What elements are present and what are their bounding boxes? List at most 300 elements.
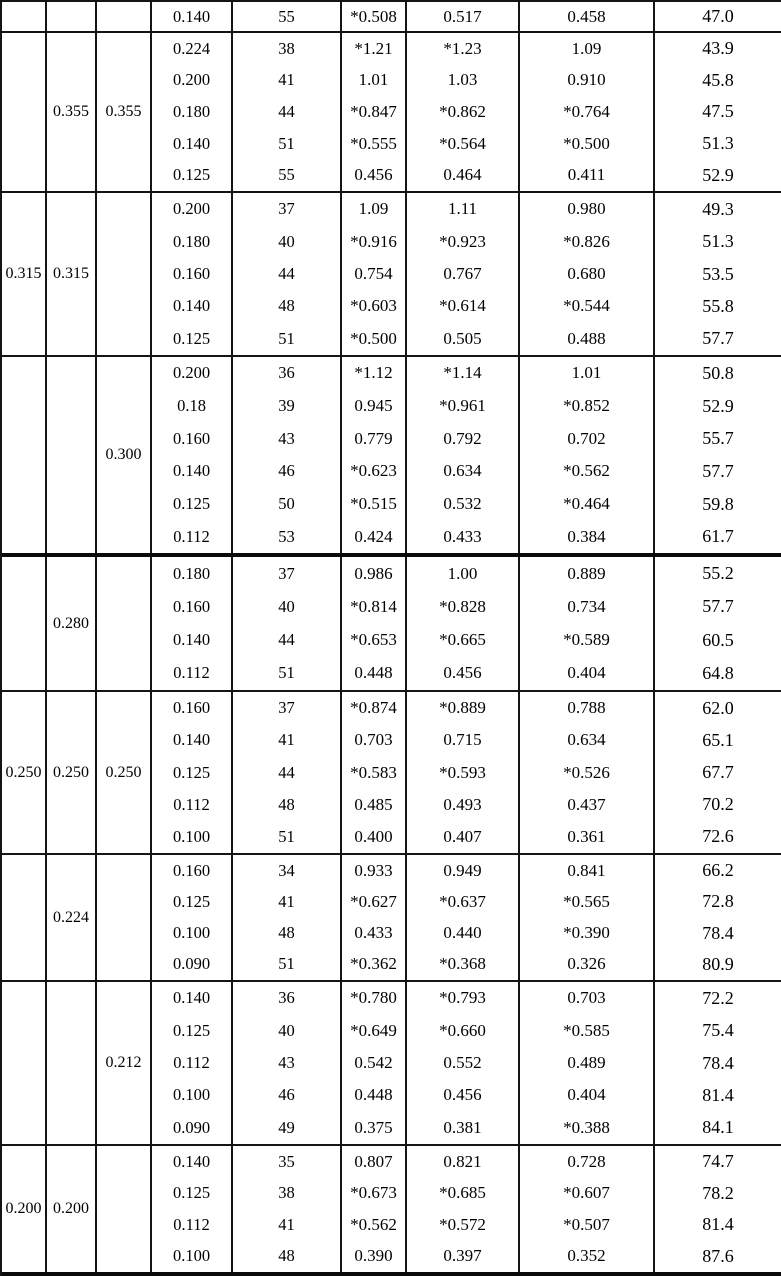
value-cell: 55: [233, 2, 342, 31]
value-cell: *0.847: [342, 96, 407, 128]
value-cell: 44: [233, 258, 342, 290]
value-cell: 0.489: [520, 1047, 655, 1079]
table-row: [152, 390, 781, 423]
value-cell: *0.660: [407, 1014, 520, 1046]
table-section: [2, 855, 781, 982]
value-cell: 46: [233, 1079, 342, 1111]
value-cell: 0.552: [407, 1047, 520, 1079]
value-cell: 0.505: [407, 323, 520, 355]
size-label-cell: [97, 33, 152, 191]
value-cell: 57.7: [702, 328, 734, 349]
value-cell: 37: [233, 692, 342, 724]
value-cell: *1.21: [342, 33, 407, 65]
value-cell: 48: [233, 290, 342, 322]
value-cell: 51: [233, 323, 342, 355]
value-cell: *0.500: [342, 323, 407, 355]
value-cell: 0.140: [152, 724, 233, 756]
table-row: [152, 357, 781, 390]
table-section: [2, 2, 781, 33]
value-cell: 47.0: [702, 6, 734, 26]
size-label-cell: [2, 557, 47, 690]
size-label-cell: [47, 357, 97, 553]
table-section: [2, 692, 781, 855]
value-cell: 61.7: [702, 526, 734, 547]
value-cell: 0.180: [152, 96, 233, 128]
value-cell: 46: [233, 455, 342, 488]
value-cell: 44: [233, 624, 342, 657]
table-row: [152, 886, 781, 917]
table-row: [152, 557, 781, 590]
value-cell: 55.8: [702, 295, 734, 316]
value-cell: 72.2: [702, 987, 734, 1008]
value-cell: 37: [233, 193, 342, 225]
table-row: [152, 1178, 781, 1210]
section-rows: [152, 557, 781, 690]
table-row: [152, 520, 781, 553]
value-cell: 50.8: [702, 362, 734, 383]
value-cell: 0.112: [152, 520, 233, 553]
value-cell: 0.361: [520, 821, 655, 853]
value-cell: *0.585: [520, 1014, 655, 1046]
value-cell: 0.779: [342, 422, 407, 455]
value-cell: 52.9: [702, 395, 734, 416]
value-cell: 0.326: [520, 949, 655, 980]
value-cell: 0.792: [407, 422, 520, 455]
value-cell: *0.508: [342, 2, 407, 31]
value-cell: *0.653: [342, 624, 407, 657]
table-row: [152, 1047, 781, 1079]
value-cell: 44: [233, 96, 342, 128]
value-cell: 1.09: [342, 193, 407, 225]
value-cell: 0.200: [152, 65, 233, 97]
size-label: 0.280: [53, 614, 89, 632]
table-row: [152, 657, 781, 690]
value-cell: 0.407: [407, 821, 520, 853]
value-cell: 51: [233, 657, 342, 690]
value-cell: 0.125: [152, 1014, 233, 1046]
value-cell: 0.160: [152, 590, 233, 623]
value-cell: 62.0: [702, 697, 734, 718]
value-cell: 1.09: [520, 33, 655, 65]
value-cell: 0.100: [152, 1241, 233, 1273]
size-label-cell: [97, 855, 152, 980]
value-cell: 57.7: [702, 596, 734, 617]
size-label: 0.355: [105, 103, 142, 120]
value-cell: 47.5: [702, 101, 734, 122]
size-label: 0.200: [53, 1200, 89, 1217]
value-cell: *0.814: [342, 590, 407, 623]
value-cell: 0.200: [152, 357, 233, 390]
value-cell: 0.140: [152, 1146, 233, 1178]
value-cell: 50: [233, 488, 342, 521]
value-cell: 0.140: [152, 624, 233, 657]
value-cell: 0.180: [152, 557, 233, 590]
value-cell: 67.7: [702, 762, 734, 782]
value-cell: 78.4: [702, 1052, 734, 1073]
size-label: 0.300: [105, 446, 142, 463]
table-row: [152, 949, 781, 980]
size-label-cell: [97, 692, 152, 853]
value-cell: *0.627: [342, 886, 407, 917]
value-cell: *0.464: [520, 488, 655, 521]
table-row: [152, 821, 781, 853]
value-cell: 0.456: [342, 159, 407, 191]
value-cell: 0.160: [152, 692, 233, 724]
section-rows: [152, 692, 781, 853]
value-cell: *0.368: [407, 949, 520, 980]
value-cell: *0.665: [407, 624, 520, 657]
value-cell: 0.140: [152, 2, 233, 31]
value-cell: 0.424: [342, 520, 407, 553]
size-label-cell: [97, 357, 152, 553]
value-cell: 1.00: [407, 557, 520, 590]
value-cell: 84.1: [702, 1117, 734, 1138]
table-row: [152, 193, 781, 225]
value-cell: *0.562: [520, 455, 655, 488]
value-cell: 0.224: [152, 33, 233, 65]
value-cell: *1.23: [407, 33, 520, 65]
value-cell: *0.874: [342, 692, 407, 724]
value-cell: 0.433: [342, 918, 407, 949]
table-section: [2, 557, 781, 692]
value-cell: 0.532: [407, 488, 520, 521]
value-cell: 0.384: [520, 520, 655, 553]
value-cell: *0.826: [520, 225, 655, 257]
value-cell: *0.589: [520, 624, 655, 657]
value-cell: 0.493: [407, 789, 520, 821]
value-cell: 70.2: [702, 794, 734, 815]
value-cell: 0.100: [152, 821, 233, 853]
value-cell: 36: [233, 982, 342, 1014]
value-cell: 66.2: [702, 860, 734, 881]
value-cell: 81.4: [702, 1084, 734, 1105]
table-row: [152, 1079, 781, 1111]
value-cell: 0.440: [407, 918, 520, 949]
value-cell: 0.090: [152, 949, 233, 980]
value-cell: *0.603: [342, 290, 407, 322]
value-cell: 0.464: [407, 159, 520, 191]
value-cell: 0.433: [407, 520, 520, 553]
value-cell: 0.542: [342, 1047, 407, 1079]
value-cell: 0.728: [520, 1146, 655, 1178]
value-cell: *0.515: [342, 488, 407, 521]
size-label-cell: [2, 33, 47, 191]
table-row: [152, 855, 781, 886]
value-cell: 49.3: [702, 198, 734, 219]
value-cell: 36: [233, 357, 342, 390]
value-cell: 49: [233, 1112, 342, 1144]
value-cell: 65.1: [702, 729, 734, 750]
value-cell: 48: [233, 1241, 342, 1273]
table-row: [152, 982, 781, 1014]
table-row: [152, 159, 781, 191]
value-cell: 0.352: [520, 1241, 655, 1273]
value-cell: 41: [233, 886, 342, 917]
value-cell: *0.507: [520, 1209, 655, 1241]
value-cell: 37: [233, 557, 342, 590]
value-cell: 0.980: [520, 193, 655, 225]
table-row: [152, 225, 781, 257]
table-row: [152, 918, 781, 949]
value-cell: 0.160: [152, 422, 233, 455]
value-cell: *0.637: [407, 886, 520, 917]
section-rows: [152, 193, 781, 355]
value-cell: *0.500: [520, 128, 655, 160]
value-cell: 40: [233, 1014, 342, 1046]
value-cell: 0.100: [152, 918, 233, 949]
value-cell: *0.889: [407, 692, 520, 724]
value-cell: 53: [233, 520, 342, 553]
value-cell: *0.544: [520, 290, 655, 322]
table-row: [152, 323, 781, 355]
value-cell: 0.634: [520, 724, 655, 756]
value-cell: 51: [233, 128, 342, 160]
value-cell: 0.390: [342, 1241, 407, 1273]
section-rows: [152, 982, 781, 1144]
value-cell: *0.685: [407, 1178, 520, 1210]
table-row: [152, 724, 781, 756]
value-cell: 0.160: [152, 258, 233, 290]
value-cell: 0.821: [407, 1146, 520, 1178]
value-cell: 0.125: [152, 323, 233, 355]
value-cell: 51: [233, 949, 342, 980]
value-cell: 43: [233, 422, 342, 455]
value-cell: 0.112: [152, 1209, 233, 1241]
value-cell: 53.5: [702, 263, 734, 284]
value-cell: 1.01: [342, 65, 407, 97]
value-cell: *0.764: [520, 96, 655, 128]
value-cell: 0.160: [152, 855, 233, 886]
value-cell: 0.381: [407, 1112, 520, 1144]
value-cell: 35: [233, 1146, 342, 1178]
value-cell: 38: [233, 1178, 342, 1210]
value-cell: 75.4: [702, 1020, 734, 1041]
table-section: [2, 1146, 781, 1276]
value-cell: 34: [233, 855, 342, 886]
value-cell: 0.910: [520, 65, 655, 97]
size-label: 0.250: [105, 763, 142, 781]
value-cell: 0.100: [152, 1079, 233, 1111]
value-cell: 41: [233, 1209, 342, 1241]
value-cell: *0.572: [407, 1209, 520, 1241]
size-label: 0.224: [53, 908, 89, 926]
value-cell: 0.112: [152, 1047, 233, 1079]
value-cell: 0.400: [342, 821, 407, 853]
value-cell: 51: [233, 821, 342, 853]
value-cell: 0.090: [152, 1112, 233, 1144]
value-cell: 0.404: [520, 657, 655, 690]
value-cell: 0.702: [520, 422, 655, 455]
value-cell: 0.933: [342, 855, 407, 886]
value-cell: *0.916: [342, 225, 407, 257]
table-row: [152, 2, 781, 31]
table-row: [152, 290, 781, 322]
value-cell: 48: [233, 918, 342, 949]
value-cell: *0.564: [407, 128, 520, 160]
size-label-cell: [97, 557, 152, 690]
table-row: [152, 96, 781, 128]
value-cell: 0.703: [520, 982, 655, 1014]
table-row: [152, 488, 781, 521]
value-cell: 52.9: [702, 164, 734, 185]
value-cell: 0.807: [342, 1146, 407, 1178]
table-row: [152, 1241, 781, 1273]
value-cell: 44: [233, 756, 342, 788]
table-row: [152, 422, 781, 455]
value-cell: 0.889: [520, 557, 655, 590]
value-cell: 0.841: [520, 855, 655, 886]
value-cell: 72.8: [702, 891, 734, 912]
value-cell: 45.8: [702, 69, 734, 90]
value-cell: *1.12: [342, 357, 407, 390]
value-cell: 78.4: [702, 922, 734, 943]
size-label-cell: [47, 557, 97, 690]
table-row: [152, 1014, 781, 1046]
table-row: [152, 624, 781, 657]
value-cell: 0.140: [152, 982, 233, 1014]
value-cell: 43: [233, 1047, 342, 1079]
value-cell: 0.112: [152, 657, 233, 690]
size-label-cell: [47, 193, 97, 355]
table-row: [152, 692, 781, 724]
value-cell: *0.852: [520, 390, 655, 423]
value-cell: 43.9: [702, 38, 734, 59]
value-cell: 55: [233, 159, 342, 191]
value-cell: 38: [233, 33, 342, 65]
value-cell: 40: [233, 225, 342, 257]
value-cell: 0.411: [520, 159, 655, 191]
value-cell: 51.3: [702, 231, 734, 252]
value-cell: *0.388: [520, 1112, 655, 1144]
value-cell: 74.7: [702, 1151, 734, 1172]
value-cell: *0.623: [342, 455, 407, 488]
table-row: [152, 756, 781, 788]
value-cell: 0.986: [342, 557, 407, 590]
size-label: 0.200: [5, 1200, 42, 1217]
value-cell: 0.18: [152, 390, 233, 423]
value-cell: *0.862: [407, 96, 520, 128]
table-row: [152, 789, 781, 821]
value-cell: 0.456: [407, 1079, 520, 1111]
value-cell: 0.448: [342, 657, 407, 690]
size-label-cell: [2, 193, 47, 355]
value-cell: 0.125: [152, 756, 233, 788]
size-label-cell: [97, 982, 152, 1144]
value-cell: 0.140: [152, 455, 233, 488]
value-cell: *0.565: [520, 886, 655, 917]
table-row: [152, 65, 781, 97]
value-cell: 0.200: [152, 193, 233, 225]
value-cell: *0.593: [407, 756, 520, 788]
value-cell: *0.583: [342, 756, 407, 788]
size-label: 0.250: [5, 763, 42, 781]
value-cell: 0.788: [520, 692, 655, 724]
size-label-cell: [2, 1146, 47, 1272]
size-label-cell: [47, 2, 97, 31]
value-cell: *0.793: [407, 982, 520, 1014]
value-cell: 0.634: [407, 455, 520, 488]
value-cell: 0.112: [152, 789, 233, 821]
value-cell: *0.961: [407, 390, 520, 423]
value-cell: 57.7: [702, 460, 734, 481]
section-rows: [152, 357, 781, 553]
section-rows: [152, 33, 781, 191]
value-cell: 48: [233, 789, 342, 821]
size-label-cell: [47, 692, 97, 853]
value-cell: *0.673: [342, 1178, 407, 1210]
value-cell: 81.4: [702, 1214, 734, 1235]
size-label-cell: [47, 982, 97, 1144]
value-cell: 55.7: [702, 428, 734, 449]
size-label-cell: [2, 982, 47, 1144]
size-label: 0.212: [105, 1054, 142, 1071]
size-label: 0.355: [53, 103, 89, 120]
value-cell: 0.734: [520, 590, 655, 623]
size-label-cell: [97, 193, 152, 355]
value-cell: 0.437: [520, 789, 655, 821]
value-cell: *0.526: [520, 756, 655, 788]
value-cell: 0.949: [407, 855, 520, 886]
value-cell: 0.125: [152, 1178, 233, 1210]
value-cell: 40: [233, 590, 342, 623]
value-cell: 0.125: [152, 159, 233, 191]
value-cell: 0.140: [152, 290, 233, 322]
value-cell: 0.375: [342, 1112, 407, 1144]
value-cell: 55.2: [702, 563, 734, 584]
size-label: 0.315: [53, 265, 89, 282]
table-row: [152, 590, 781, 623]
value-cell: 41: [233, 724, 342, 756]
value-cell: 0.485: [342, 789, 407, 821]
value-cell: 0.945: [342, 390, 407, 423]
size-label: 0.315: [5, 265, 42, 282]
value-cell: *0.562: [342, 1209, 407, 1241]
value-cell: 1.11: [407, 193, 520, 225]
value-cell: 0.458: [520, 2, 655, 31]
value-cell: *0.390: [520, 918, 655, 949]
table-row: [152, 128, 781, 160]
value-cell: 0.754: [342, 258, 407, 290]
value-cell: 0.140: [152, 128, 233, 160]
value-cell: *0.362: [342, 949, 407, 980]
value-cell: 0.488: [520, 323, 655, 355]
value-cell: *0.923: [407, 225, 520, 257]
value-cell: 1.03: [407, 65, 520, 97]
table-section: [2, 357, 781, 557]
value-cell: *0.614: [407, 290, 520, 322]
size-label-cell: [97, 2, 152, 31]
table-row: [152, 33, 781, 65]
section-rows: [152, 1146, 781, 1272]
value-cell: 80.9: [702, 953, 734, 974]
size-label-cell: [47, 855, 97, 980]
value-cell: 59.8: [702, 493, 734, 514]
table-row: [152, 1146, 781, 1178]
table-row: [152, 455, 781, 488]
size-label-cell: [2, 855, 47, 980]
value-cell: 0.680: [520, 258, 655, 290]
value-cell: 72.6: [702, 826, 734, 847]
value-cell: 0.767: [407, 258, 520, 290]
value-cell: 87.6: [702, 1245, 734, 1266]
value-cell: *0.828: [407, 590, 520, 623]
value-cell: 51.3: [702, 133, 734, 154]
value-cell: 0.125: [152, 886, 233, 917]
section-rows: [152, 2, 781, 31]
value-cell: *0.607: [520, 1178, 655, 1210]
value-cell: 1.01: [520, 357, 655, 390]
value-cell: 0.715: [407, 724, 520, 756]
